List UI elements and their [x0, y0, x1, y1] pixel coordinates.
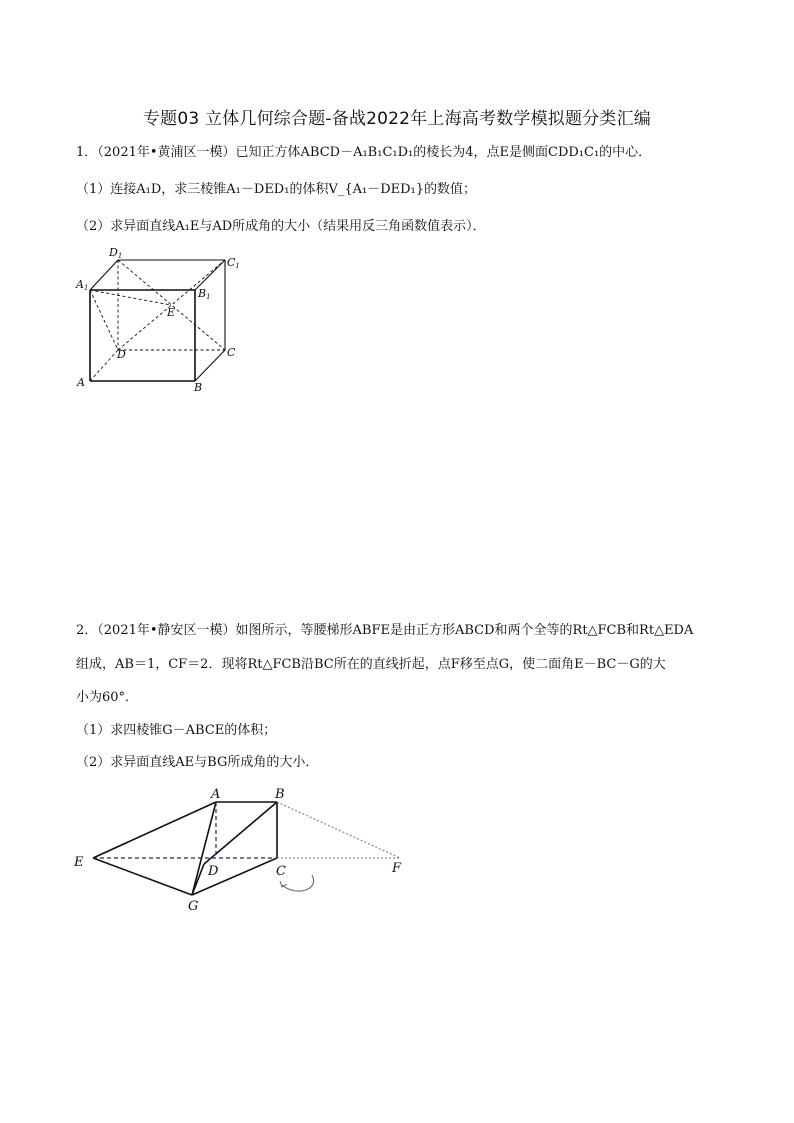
fold-arrowhead-icon — [280, 881, 287, 887]
label-f: F — [392, 861, 402, 876]
label-a1: A1 — [76, 278, 89, 292]
label-g: G — [188, 899, 199, 914]
edge-ag — [192, 802, 216, 895]
label-a: A — [211, 787, 221, 802]
diag-dc1-hidden — [118, 260, 225, 350]
diag-d1c-hidden — [118, 260, 225, 350]
label-b1: B1 — [198, 287, 211, 301]
label-a: A — [77, 376, 85, 389]
edge-a1d1 — [90, 260, 118, 290]
document-title: 专题03 立体几何综合题-备战2022年上海高考数学模拟题分类汇编 — [142, 109, 652, 129]
problem2-stem-line1: 2．（2021年•静安区一模）如图所示，等腰梯形ABFE是由正方形ABCD和两个全等的Rt△FCB和Rt△EDA — [76, 623, 694, 638]
label-c: C — [276, 864, 286, 879]
problem1-part2: （2）求异面直线A₁E与AD所成角的大小（结果用反三角函数值表示）． — [76, 219, 486, 234]
edge-bc — [195, 350, 225, 381]
edge-bf-dotted — [277, 802, 400, 858]
label-d: D — [117, 348, 126, 361]
segment-a1d-hidden — [90, 290, 118, 350]
label-e: E — [74, 855, 84, 870]
edge-bg — [204, 802, 277, 864]
fold-figure — [70, 780, 420, 920]
label-e: E — [167, 306, 176, 319]
label-c: C — [227, 346, 236, 359]
problem1-part1: （1）连接A₁D，求三棱锥A₁－DED₁的体积V_{A₁－DED₁}的数值； — [76, 182, 477, 197]
label-d: D — [208, 864, 219, 879]
edge-ea — [93, 802, 216, 858]
fold-arrow-icon — [282, 875, 314, 891]
cube-figure — [70, 245, 250, 395]
label-b: B — [275, 787, 285, 802]
label-c1: C1 — [227, 256, 240, 270]
edge-b1c1 — [195, 260, 225, 290]
problem2-stem-line2: 组成，AB＝1，CF＝2．现将Rt△FCB沿BC所在的直线折起，点F移至点G，使二面角E－BC－G的大 — [76, 657, 666, 672]
label-b: B — [194, 381, 203, 394]
label-d1: D1 — [109, 246, 123, 260]
edge-ad-hidden — [90, 350, 118, 381]
problem1-stem: 1．（2021年•黄浦区一模）已知正方体ABCD－A₁B₁C₁D₁的棱长为4，点E是侧面CDD₁C₁的中心． — [76, 145, 652, 160]
problem2-part1: （1）求四棱锥G－ABCE的体积； — [76, 723, 277, 738]
problem2-stem-line3: 小为60°． — [76, 690, 139, 705]
segment-a1e-hidden — [90, 290, 171, 305]
problem2-part2: （2）求异面直线AE与BG所成角的大小． — [76, 755, 319, 770]
edge-eg — [93, 858, 192, 895]
